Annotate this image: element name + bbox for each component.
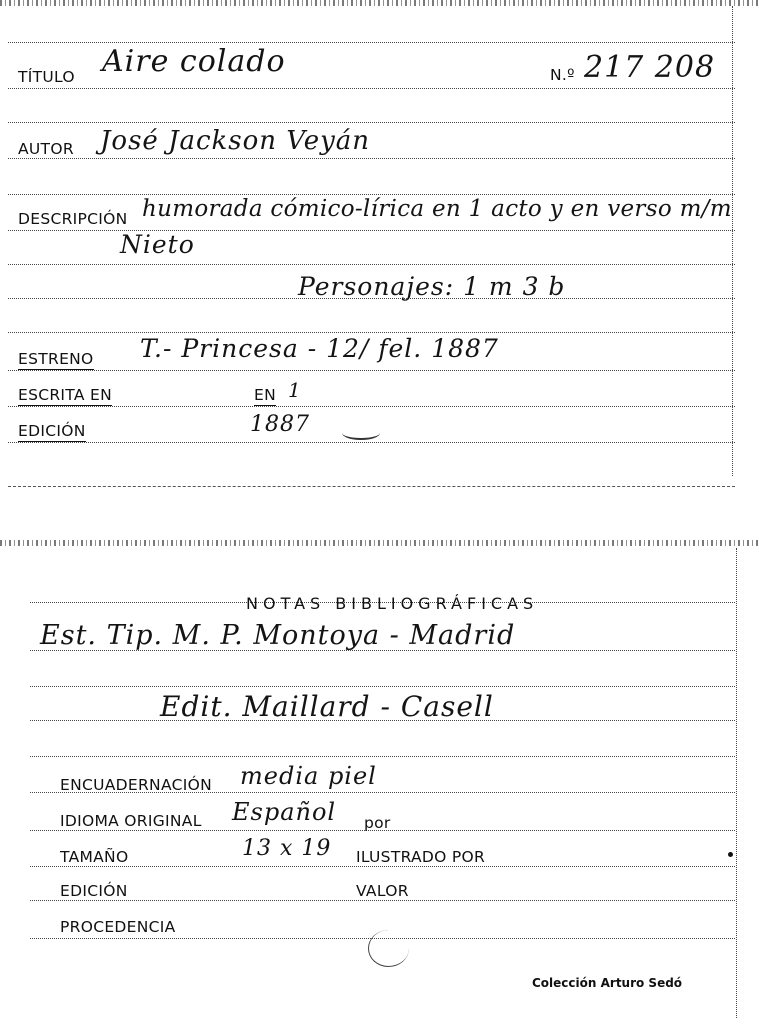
ruled-line: [8, 122, 735, 123]
autor-label: AUTOR: [18, 140, 74, 158]
collection-footer: Colección Arturo Sedó: [532, 976, 683, 990]
ruled-line: [8, 264, 735, 265]
descripcion-line3: Personajes: 1 m 3 b: [298, 272, 566, 301]
titulo-value: Aire colado: [102, 44, 286, 79]
estreno-label: ESTRENO: [18, 350, 94, 368]
descripcion-line2: Nieto: [120, 230, 195, 259]
ruled-line: [8, 88, 735, 89]
descripcion-line1: humorada cómico-lírica en 1 acto y en verso m/m: [142, 196, 732, 222]
tamano-value: 13 x 19: [242, 836, 332, 861]
ruled-line: [8, 194, 735, 195]
encuadernacion-value: media piel: [240, 762, 377, 790]
tamano-label: TAMAÑO: [60, 848, 129, 866]
procedencia-label: PROCEDENCIA: [60, 918, 176, 936]
ink-dot: [728, 852, 733, 857]
ruled-line: [30, 686, 735, 687]
notes-line1: Est. Tip. M. P. Montoya - Madrid: [40, 620, 516, 651]
ruled-line: [30, 756, 735, 757]
ruled-line: [30, 900, 735, 901]
ruled-line: [8, 158, 735, 159]
ink-mark: [368, 930, 409, 967]
ruled-line: [8, 230, 735, 231]
autor-value: José Jackson Veyán: [100, 126, 371, 156]
numero-label: N.º: [550, 66, 575, 84]
ruled-line: [8, 332, 735, 333]
por-label: por: [364, 814, 391, 832]
encuadernacion-label: ENCUADERNACIÓN: [60, 776, 212, 794]
ruled-line: [30, 866, 735, 867]
catalog-card-bottom: [0, 540, 759, 1028]
card-edge-right: [734, 548, 737, 1018]
estreno-value: T.- Princesa - 12/ fel. 1887: [140, 334, 499, 363]
notes-line2: Edit. Maillard - Casell: [160, 690, 494, 723]
en-label: EN: [254, 386, 276, 404]
ruled-line: [8, 486, 735, 487]
titulo-label: TÍTULO: [18, 68, 75, 86]
notas-heading: NOTAS BIBLIOGRÁFICAS: [246, 594, 539, 613]
idioma-original-value: Español: [232, 798, 337, 826]
ruled-line: [8, 442, 735, 443]
escrita-en-label: ESCRITA EN: [18, 386, 112, 404]
en-value: 1: [288, 378, 302, 402]
ruled-line: [8, 370, 735, 371]
descripcion-label: DESCRIPCIÓN: [18, 210, 128, 228]
idioma-original-label: IDIOMA ORIGINAL: [60, 812, 202, 830]
edicion-bottom-label: EDICIÓN: [60, 882, 128, 900]
ink-mark: [342, 426, 380, 440]
numero-value: 217 208: [584, 50, 716, 85]
edicion-label: EDICIÓN: [18, 422, 86, 440]
ruled-line: [8, 406, 735, 407]
valor-label: VALOR: [356, 882, 409, 900]
catalog-card-top: [0, 0, 759, 500]
card-edge: [0, 540, 759, 546]
card-edge: [0, 0, 759, 6]
edicion-value: 1887: [250, 412, 310, 437]
ruled-line: [8, 42, 735, 43]
ilustrado-por-label: ILUSTRADO POR: [356, 848, 486, 866]
